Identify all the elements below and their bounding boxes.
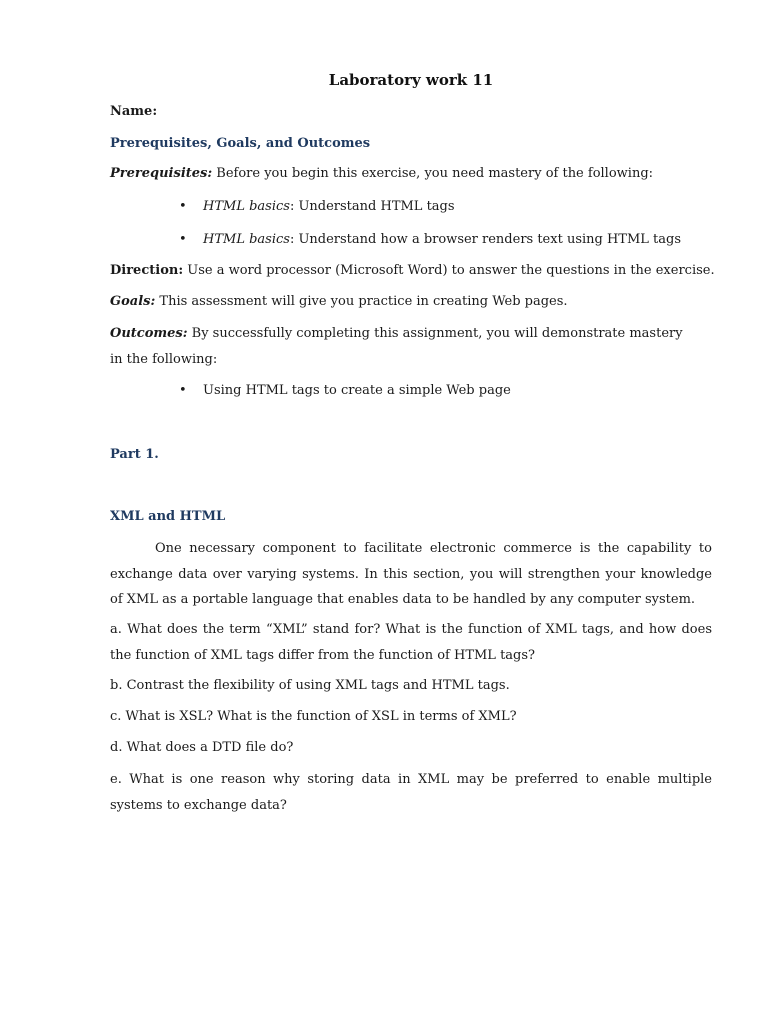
question-a: a. What does the term “XML” stand for? What is the function of XML tags, and how does the function of XML tags differ from the function of HTML tags? [110,622,712,663]
bullet-marker: • [179,199,187,214]
page-title: Laboratory work 11 [328,71,494,89]
xml-and-html-heading: XML and HTML [110,509,226,524]
bullet-term: HTML basics [203,232,290,247]
direction-text: Use a word processor (Microsoft Word) to answer the questions in the exercise. [183,263,715,278]
part-1-heading: Part 1. [110,447,159,462]
prerequisites-paragraph [110,166,653,182]
goals-label: Goals: [110,294,156,309]
question-b: b. Contrast the flexibility of using XML tags and HTML tags. [110,678,510,693]
prerequisites-goals-outcomes-heading: Prerequisites, Goals, and Outcomes [110,136,371,151]
goals-text: This assessment will give you practice in creating Web pages. [155,294,568,309]
prerequisites-text: Before you begin this exercise, you need mastery of the following: [212,166,654,181]
direction-label: Direction: [110,263,184,278]
outcomes-paragraph [110,321,690,372]
outcome-bullet-1: Using HTML tags to create a simple Web page [203,383,511,398]
bullet-rest: : Understand HTML tags [289,199,455,214]
prerequisite-bullet-1 [203,199,455,215]
intro-paragraph: One necessary component to facilitate electronic commerce is the capability to exchange data over varying systems. In this section, you will strengthen your knowledge of XML as a portable language that enables data to be handled by any computer system. [110,541,712,607]
outcomes-text: By successfully completing this assignment, you will demonstrate mastery in the following: [110,326,683,367]
question-e: e. What is one reason why storing data in XML may be preferred to enable multiple systems to exchange data? [110,772,712,813]
bullet-rest: : Understand how a browser renders text using HTML tags [289,232,682,247]
direction-paragraph [110,263,715,279]
name-label: Name: [110,104,158,119]
prerequisites-label: Prerequisites: [110,166,213,181]
bullet-marker: • [179,232,187,247]
question-c: c. What is XSL? What is the function of XSL in terms of XML? [110,709,517,724]
question-d: d. What does a DTD file do? [110,740,294,755]
prerequisite-bullet-2 [203,232,681,248]
bullet-term: HTML basics [203,199,290,214]
outcomes-label: Outcomes: [110,326,188,341]
goals-paragraph [110,294,568,310]
bullet-marker: • [179,383,187,398]
